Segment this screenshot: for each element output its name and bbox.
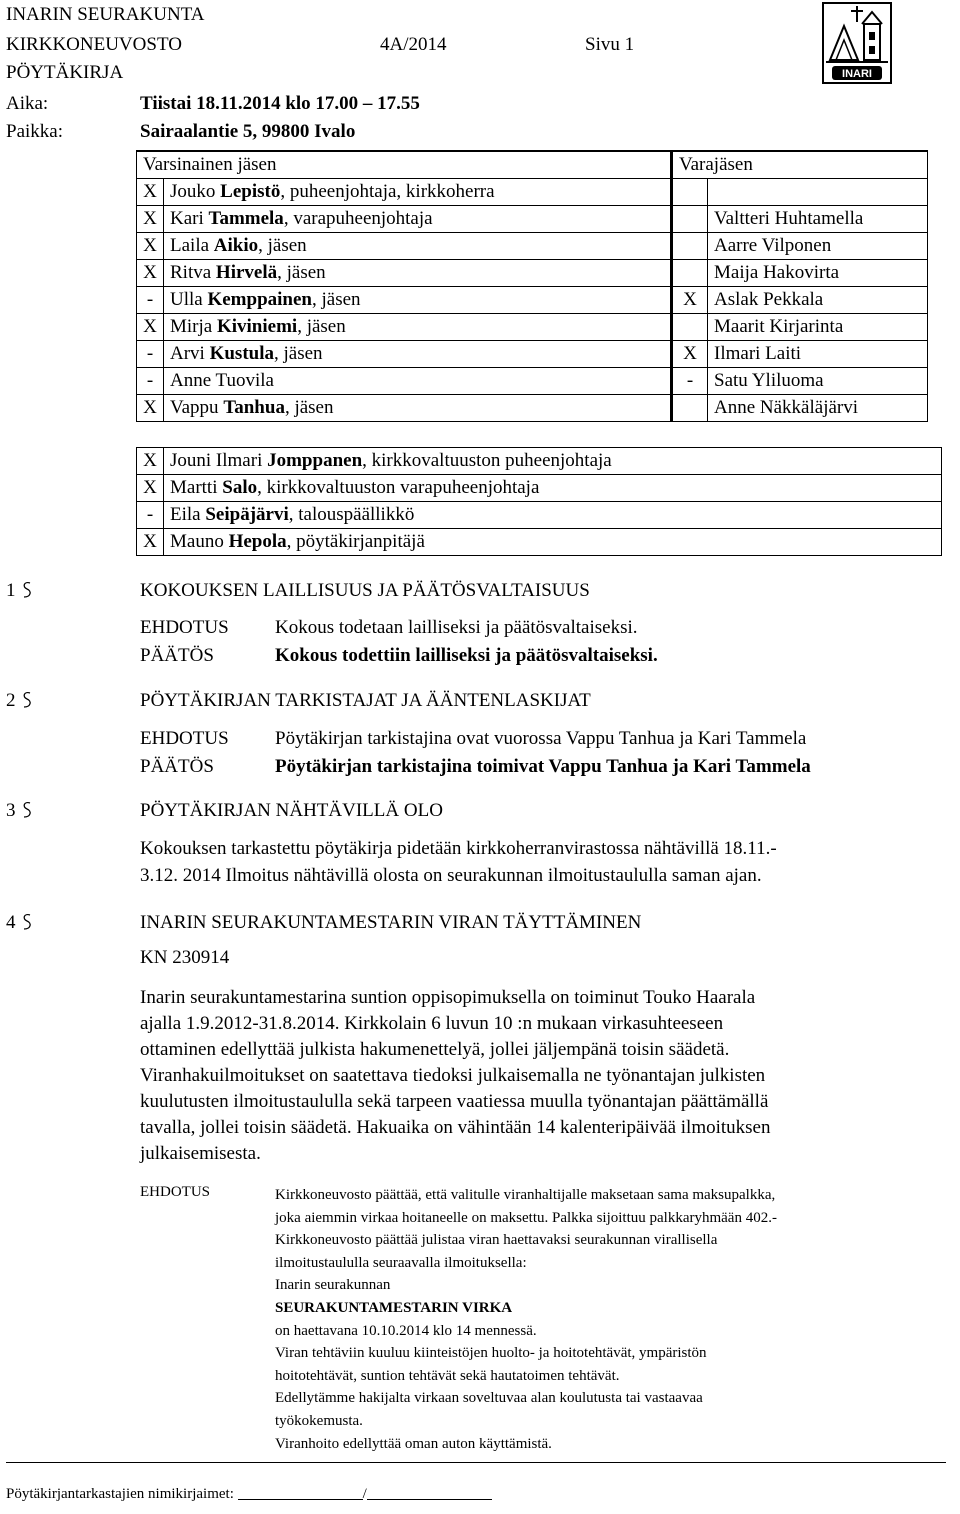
- deputy-name: Satu Yliluoma: [708, 368, 928, 395]
- member-row: [137, 260, 928, 287]
- attendee-mark: X: [137, 448, 164, 475]
- deputy-name: Ilmari Laiti: [708, 341, 928, 368]
- proposal-line: on haettavana 10.10.2014 klo 14 mennessä.: [275, 1322, 537, 1339]
- deputy-name: Aslak Pekkala: [708, 287, 928, 314]
- member-name: Mirja Kiviniemi, jäsen: [164, 314, 672, 341]
- deputy-attendance-mark: X: [672, 287, 708, 314]
- member-row: [137, 368, 928, 395]
- section-3-number: 3: [6, 800, 34, 822]
- section-sign-icon: [20, 690, 34, 710]
- deputy-name: Anne Näkkäläjärvi: [708, 395, 928, 422]
- member-attendance-mark: X: [137, 314, 164, 341]
- section-1-decision: Kokous todettiin lailliseksi ja päätösvaltaiseksi.: [275, 645, 658, 666]
- member-row: [137, 233, 928, 260]
- deputy-attendance-mark: X: [672, 341, 708, 368]
- place-label: Paikka:: [6, 121, 63, 142]
- proposal-line: Edellytämme hakijalta virkaan soveltuvaa alan koulutusta tai vastaavaa: [275, 1390, 703, 1407]
- section-sign-icon: [20, 800, 34, 820]
- deputy-attendance-mark: [672, 206, 708, 233]
- paragraph-line: julkaisemisesta.: [140, 1143, 261, 1164]
- paragraph-line: ottaminen edellyttää julkista hakumenettelyä, jollei jäljempänä toisin säädetä.: [140, 1039, 730, 1060]
- member-attendance-mark: -: [137, 341, 164, 368]
- attendee-row: [137, 502, 942, 529]
- member-row: [137, 206, 928, 233]
- paragraph-line: tavalla, jollei toisin säädetä. Hakuaika on vähintään 14 kalenteripäivää ilmoituksen: [140, 1117, 771, 1138]
- section-1-proposal: Kokous todetaan lailliseksi ja päätösvaltaiseksi.: [275, 617, 638, 638]
- proposal-line: Kirkkoneuvosto päättää julistaa viran haettavaksi seurakunnan virallisella: [275, 1232, 718, 1249]
- proposal-line: Inarin seurakunnan: [275, 1277, 391, 1294]
- org-name: INARIN SEURAKUNTA: [6, 4, 205, 25]
- section-4-title: INARIN SEURAKUNTAMESTARIN VIRAN TÄYTTÄMINEN: [140, 912, 642, 933]
- attendee-name: Mauno Hepola, pöytäkirjanpitäjä: [164, 529, 942, 556]
- attendee-row: [137, 475, 942, 502]
- paragraph-line: kuulutusten ilmoitustaululla sekä tarpeen vaatiessa muulla työnantajan päättämällä: [140, 1091, 769, 1112]
- proposal-line: hoitotehtävät, suntion tehtävät sekä hautatoimen tehtävät.: [275, 1367, 620, 1384]
- member-name: Kari Tammela, varapuheenjohtaja: [164, 206, 672, 233]
- deputy-name: Maarit Kirjarinta: [708, 314, 928, 341]
- section-1-decision-label: PÄÄTÖS: [140, 645, 214, 666]
- member-column-header: Varsinainen jäsen: [137, 151, 672, 179]
- deputy-attendance-mark: [672, 179, 708, 206]
- section-3-title: PÖYTÄKIRJAN NÄHTÄVILLÄ OLO: [140, 800, 443, 821]
- section-1-proposal-label: EHDOTUS: [140, 617, 229, 638]
- deputy-attendance-mark: [672, 260, 708, 287]
- section-2-proposal: Pöytäkirjan tarkistajina ovat vuorossa Vappu Tanhua ja Kari Tammela: [275, 728, 807, 749]
- section-sign-icon: [20, 580, 34, 600]
- proposal-line: Viranhoito edellyttää oman auton käyttämistä.: [275, 1435, 552, 1452]
- paragraph-line: ajalla 1.9.2012-31.8.2014. Kirkkolain 6 luvun 10 :n mukaan virkasuhteeseen: [140, 1013, 724, 1034]
- footer-initials: Pöytäkirjantarkastajien nimikirjaimet: /: [6, 1485, 492, 1503]
- attendee-mark: X: [137, 529, 164, 556]
- section-1-number: 1: [6, 580, 34, 602]
- section-4-proposal-label: EHDOTUS: [140, 1184, 210, 1200]
- member-attendance-mark: -: [137, 368, 164, 395]
- section-4-reference: KN 230914: [140, 947, 230, 968]
- member-attendance-mark: X: [137, 179, 164, 206]
- member-attendance-mark: X: [137, 233, 164, 260]
- deputy-name: Valtteri Huhtamella: [708, 206, 928, 233]
- section-2-title: PÖYTÄKIRJAN TARKISTAJAT JA ÄÄNTENLASKIJAT: [140, 690, 591, 711]
- proposal-line: Viran tehtäviin kuuluu kiinteistöjen huolto- ja hoitotehtävät, ympäristön: [275, 1345, 707, 1362]
- attendee-mark: X: [137, 475, 164, 502]
- place-value: Sairaalantie 5, 99800 Ivalo: [140, 121, 356, 142]
- deputy-attendance-mark: [672, 395, 708, 422]
- deputy-attendance-mark: [672, 314, 708, 341]
- document-type: PÖYTÄKIRJA: [6, 62, 124, 83]
- footer-rule: [6, 1462, 946, 1463]
- section-3-line-2: 3.12. 2014 Ilmoitus nähtävillä olosta on seurakunnan ilmoitustaululla saman ajan.: [140, 865, 762, 886]
- deputy-attendance-mark: [672, 233, 708, 260]
- member-name: Arvi Kustula, jäsen: [164, 341, 672, 368]
- parish-logo: [822, 2, 892, 84]
- attendee-name: Eila Seipäjärvi, talouspäällikkö: [164, 502, 942, 529]
- proposal-line: SEURAKUNTAMESTARIN VIRKA: [275, 1299, 513, 1316]
- member-attendance-mark: X: [137, 206, 164, 233]
- body-name: KIRKKONEUVOSTO: [6, 34, 182, 55]
- attendee-row: [137, 529, 942, 556]
- time-label: Aika:: [6, 93, 49, 114]
- members-table: [136, 150, 928, 422]
- attendee-name: Martti Salo, kirkkovaltuuston varapuheenjohtaja: [164, 475, 942, 502]
- attendee-row: [137, 448, 942, 475]
- others-table: [136, 447, 942, 556]
- deputy-column-header: Varajäsen: [672, 151, 928, 179]
- initials-line-1: [238, 1485, 363, 1500]
- proposal-line: ilmoitustaululla seuraavalla ilmoituksella:: [275, 1254, 527, 1271]
- section-3-line-1: Kokouksen tarkastettu pöytäkirja pidetään kirkkoherranvirastossa nähtävillä 18.11.-: [140, 838, 777, 859]
- member-row: [137, 179, 928, 206]
- member-attendance-mark: X: [137, 395, 164, 422]
- section-2-decision-label: PÄÄTÖS: [140, 756, 214, 777]
- proposal-line: työkokemusta.: [275, 1412, 363, 1429]
- section-2-proposal-label: EHDOTUS: [140, 728, 229, 749]
- section-sign-icon: [20, 912, 34, 932]
- section-4-proposal: [275, 1184, 777, 1455]
- page-number: Sivu 1: [585, 34, 635, 55]
- initials-line-2: [367, 1485, 492, 1500]
- deputy-attendance-mark: -: [672, 368, 708, 395]
- member-name: Anne Tuovila: [164, 368, 672, 395]
- svg-text:INARI: INARI: [842, 68, 872, 80]
- document-number: 4A/2014: [380, 34, 447, 55]
- deputy-name: [708, 179, 928, 206]
- member-name: Jouko Lepistö, puheenjohtaja, kirkkoherra: [164, 179, 672, 206]
- member-name: Ulla Kemppainen, jäsen: [164, 287, 672, 314]
- member-name: Vappu Tanhua, jäsen: [164, 395, 672, 422]
- member-row: [137, 287, 928, 314]
- deputy-name: Aarre Vilponen: [708, 233, 928, 260]
- section-4-background: [140, 985, 930, 1167]
- member-attendance-mark: X: [137, 260, 164, 287]
- attendee-mark: -: [137, 502, 164, 529]
- members-header-row: [137, 151, 928, 179]
- proposal-line: joka aiemmin virkaa hoitaneelle on maksettu. Palkka sijoittuu palkkaryhmään 402.-: [275, 1209, 777, 1226]
- attendee-name: Jouni Ilmari Jomppanen, kirkkovaltuuston puheenjohtaja: [164, 448, 942, 475]
- member-name: Ritva Hirvelä, jäsen: [164, 260, 672, 287]
- time-value: Tiistai 18.11.2014 klo 17.00 – 17.55: [140, 93, 420, 114]
- paragraph-line: Inarin seurakuntamestarina suntion oppisopimuksella on toiminut Touko Haarala: [140, 987, 756, 1008]
- member-attendance-mark: -: [137, 287, 164, 314]
- section-2-number: 2: [6, 690, 34, 712]
- member-name: Laila Aikio, jäsen: [164, 233, 672, 260]
- paragraph-line: Viranhakuilmoitukset on saatettava tiedoksi julkaisemalla ne työnantajan julkisten: [140, 1065, 766, 1086]
- section-1-title: KOKOUKSEN LAILLISUUS JA PÄÄTÖSVALTAISUUS: [140, 580, 590, 601]
- member-row: [137, 341, 928, 368]
- section-4-number: 4: [6, 912, 34, 934]
- proposal-line: Kirkkoneuvosto päättää, että valitulle viranhaltijalle maksetaan sama maksupalkka,: [275, 1187, 776, 1203]
- deputy-name: Maija Hakovirta: [708, 260, 928, 287]
- member-row: [137, 314, 928, 341]
- section-2-decision: Pöytäkirjan tarkistajina toimivat Vappu Tanhua ja Kari Tammela: [275, 756, 811, 777]
- member-row: [137, 395, 928, 422]
